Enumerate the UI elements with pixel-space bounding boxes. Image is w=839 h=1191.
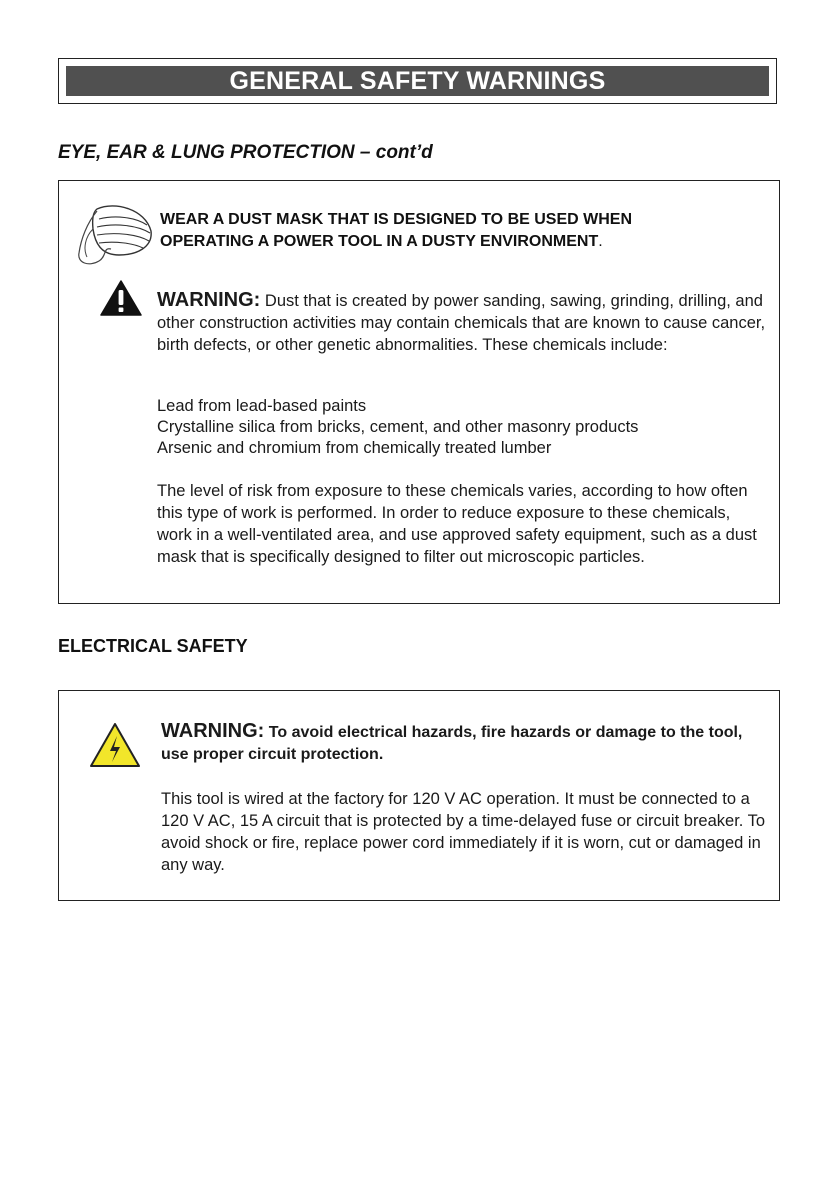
dust-warning-paragraph xyxy=(157,289,767,356)
page-title: GENERAL SAFETY WARNINGS xyxy=(66,66,769,96)
high-voltage-icon xyxy=(89,722,141,768)
chemicals-list xyxy=(157,396,767,459)
dust-warning-text: Dust that is created by power sanding, sawing, grinding, drilling, and other construction activities may contain chemicals that are known to cause cancer, birth defects, or other genetic abnormalities. These chemicals include: xyxy=(157,292,766,354)
electrical-safety-heading: ELECTRICAL SAFETY xyxy=(58,636,248,656)
dust-mask-heading xyxy=(160,209,760,253)
caution-triangle-icon xyxy=(100,280,142,316)
eye-ear-lung-heading: EYE, EAR & LUNG PROTECTION – cont’d xyxy=(58,142,433,163)
list-item: Lead from lead-based paints xyxy=(157,397,367,415)
electrical-warning xyxy=(161,720,761,766)
warning-label: WARNING: xyxy=(161,720,265,742)
risk-paragraph: The level of risk from exposure to these chemicals varies, according to how often this type of work is performed. In order to reduce exposure to these chemicals, work in a well-ventilated area, and use approved safety equipment, such as a dust mask that is specifically designed to filter out microscopic particles. xyxy=(157,482,757,566)
title-frame xyxy=(58,58,777,104)
list-item: Arsenic and chromium from chemically treated lumber xyxy=(157,439,552,457)
dust-mask-heading-period: . xyxy=(598,233,603,250)
list-item: Crystalline silica from bricks, cement, and other masonry products xyxy=(157,418,639,436)
dust-mask-icon xyxy=(75,203,159,269)
electrical-warning-text: To avoid electrical hazards, fire hazards or damage to the tool, use proper circuit protection. xyxy=(161,724,743,763)
dust-mask-heading-line1: WEAR A DUST MASK THAT IS DESIGNED TO BE USED WHEN xyxy=(160,211,633,228)
dust-mask-heading-line2: OPERATING A POWER TOOL IN A DUSTY ENVIRONMENT xyxy=(160,233,599,250)
electrical-body-paragraph: This tool is wired at the factory for 120 V AC operation. It must be connected to a 120 V AC, 15 A circuit that is protected by a time-delayed fuse or circuit breaker. To avoid shock or fire, replace power cord immediately if it is worn, cut or damaged in any way. xyxy=(161,790,766,874)
warning-label: WARNING: xyxy=(157,289,261,311)
